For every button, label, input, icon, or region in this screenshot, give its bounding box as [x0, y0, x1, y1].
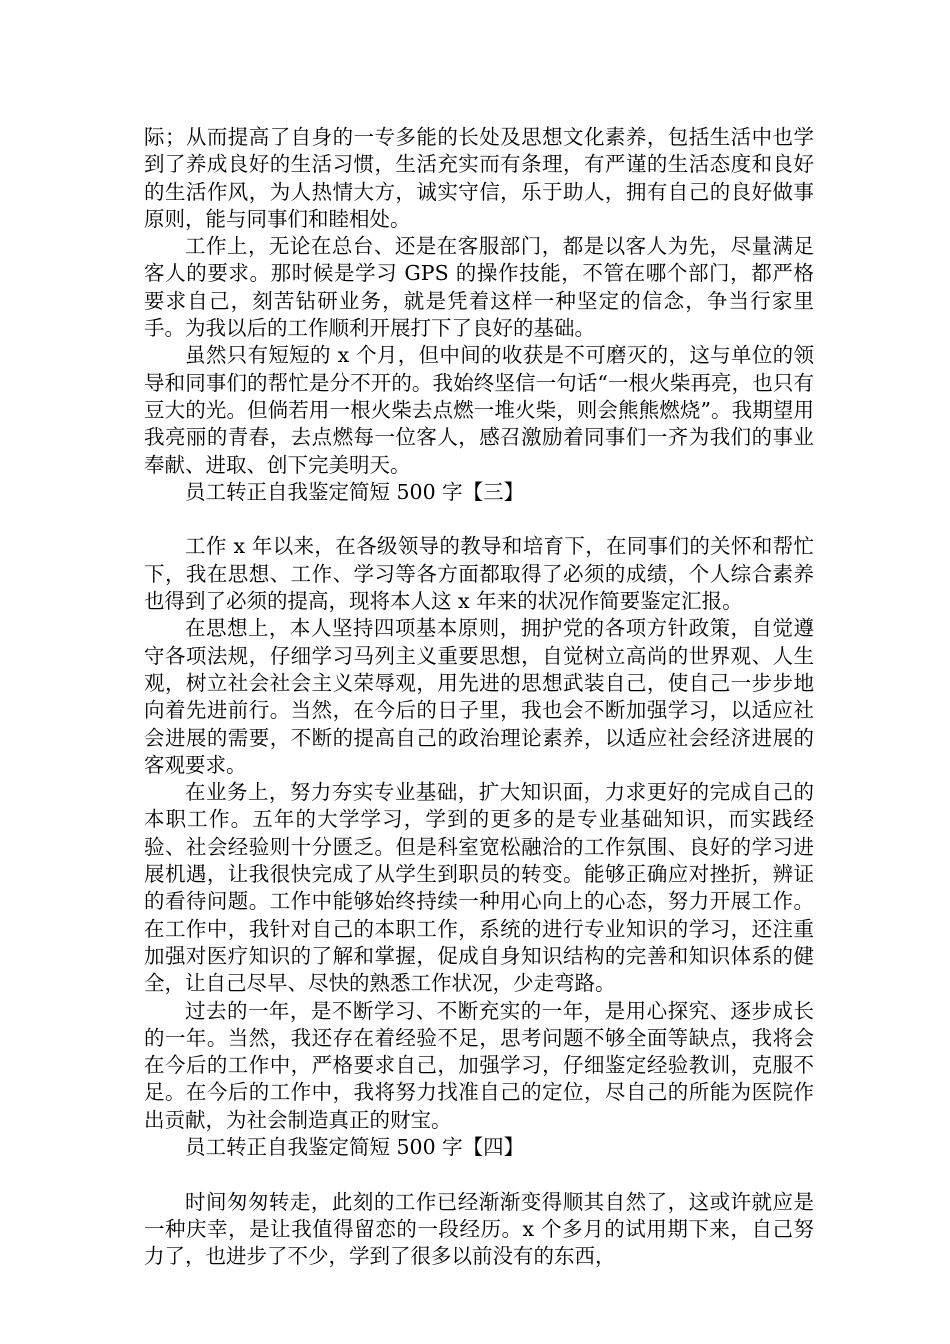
paragraph: 时间匆匆转走，此刻的工作已经渐渐变得顺其自然了，这或许就应是一种庆幸，是让我值得留恋的一段经历。x 个多月的试用期下来，自己努力了，也进步了不少，学到了很多以前没有的东西，	[144, 1189, 814, 1269]
paragraph: 在思想上，本人坚持四项基本原则，拥护党的各项方针政策，自觉遵守各项法规，仔细学习马列主义重要思想，自觉树立高尚的世界观、人生观，树立社会社会主义荣辱观，用先进的思想武装自己，使自己一步步地向着先进前行。当然，在今后的日子里，我也会不断加强学习，以适应社会进展的需要，不断的提高自己的政治理论素养，以适应社会经济进展的客观要求。	[144, 616, 814, 777]
blank-line	[144, 506, 814, 533]
section-heading-4: 员工转正自我鉴定简短 500 字【四】	[185, 1134, 525, 1159]
paragraph: 工作 x 年以来，在各级领导的教导和培育下，在同事们的关怀和帮忙下，我在思想、工作、学习等各方面都取得了必须的成绩，个人综合素养也得到了必须的提高，现将本人这 x 年来的状况作简要鉴定汇报。	[144, 534, 814, 614]
section-heading-3: 员工转正自我鉴定简短 500 字【三】	[185, 479, 525, 504]
paragraph: 虽然只有短短的 x 个月，但中间的收获是不可磨灭的，这与单位的领导和同事们的帮忙是分不开的。我始终坚信一句话“一根火柴再亮，也只有豆大的光。但倘若用一根火柴去点燃一堆火柴，则会熊熊燃烧”。我期望用我亮丽的青春，去点燃每一位客人，感召激励着同事们一齐为我们的事业奉献、进取、创下完美明天。	[144, 343, 814, 477]
paragraph: 工作上，无论在总台、还是在客服部门，都是以客人为先，尽量满足客人的要求。那时候是学习 GPS 的操作技能，不管在哪个部门，都严格要求自己，刻苦钻研业务，就是凭着这样一种坚定的信念，争当行家里手。为我以后的工作顺利开展打下了良好的基础。	[144, 234, 814, 341]
paragraph: 过去的一年，是不断学习、不断充实的一年，是用心探究、逐步成长的一年。当然，我还存在着经验不足，思考问题不够全面等缺点，我将会在今后的工作中，严格要求自己，加强学习，仔细鉴定经验教训，克服不足。在今后的工作中，我将努力找准自己的定位，尽自己的所能为医院作出贡献，为社会制造真正的财宝。	[144, 998, 814, 1132]
blank-line	[144, 1161, 814, 1188]
paragraph: 在业务上，努力夯实专业基础，扩大知识面，力求更好的完成自己的本职工作。五年的大学学习，学到的更多的是专业基础知识，而实践经验、社会经验则十分匮乏。但是科室宽松融洽的工作氛围、良好的学习进展机遇，让我很快完成了从学生到职员的转变。能够正确应对挫折，辨证的看待问题。工作中能够始终持续一种用心向上的心态，努力开展工作。在工作中，我针对自己的本职工作，系统的进行专业知识的学习，还注重加强对医疗知识的了解和掌握，促成自身知识结构的完善和知识体系的健全，让自己尽早、尽快的熟悉工作状况，少走弯路。	[144, 780, 814, 996]
paragraph-continuation: 际；从而提高了自身的一专多能的长处及思想文化素养，包括生活中也学到了养成良好的生活习惯，生活充实而有条理，有严谨的生活态度和良好的生活作风，为人热情大方，诚实守信，乐于助人，拥有自己的良好做事原则，能与同事们和睦相处。	[144, 125, 814, 231]
document-body	[144, 124, 814, 1270]
